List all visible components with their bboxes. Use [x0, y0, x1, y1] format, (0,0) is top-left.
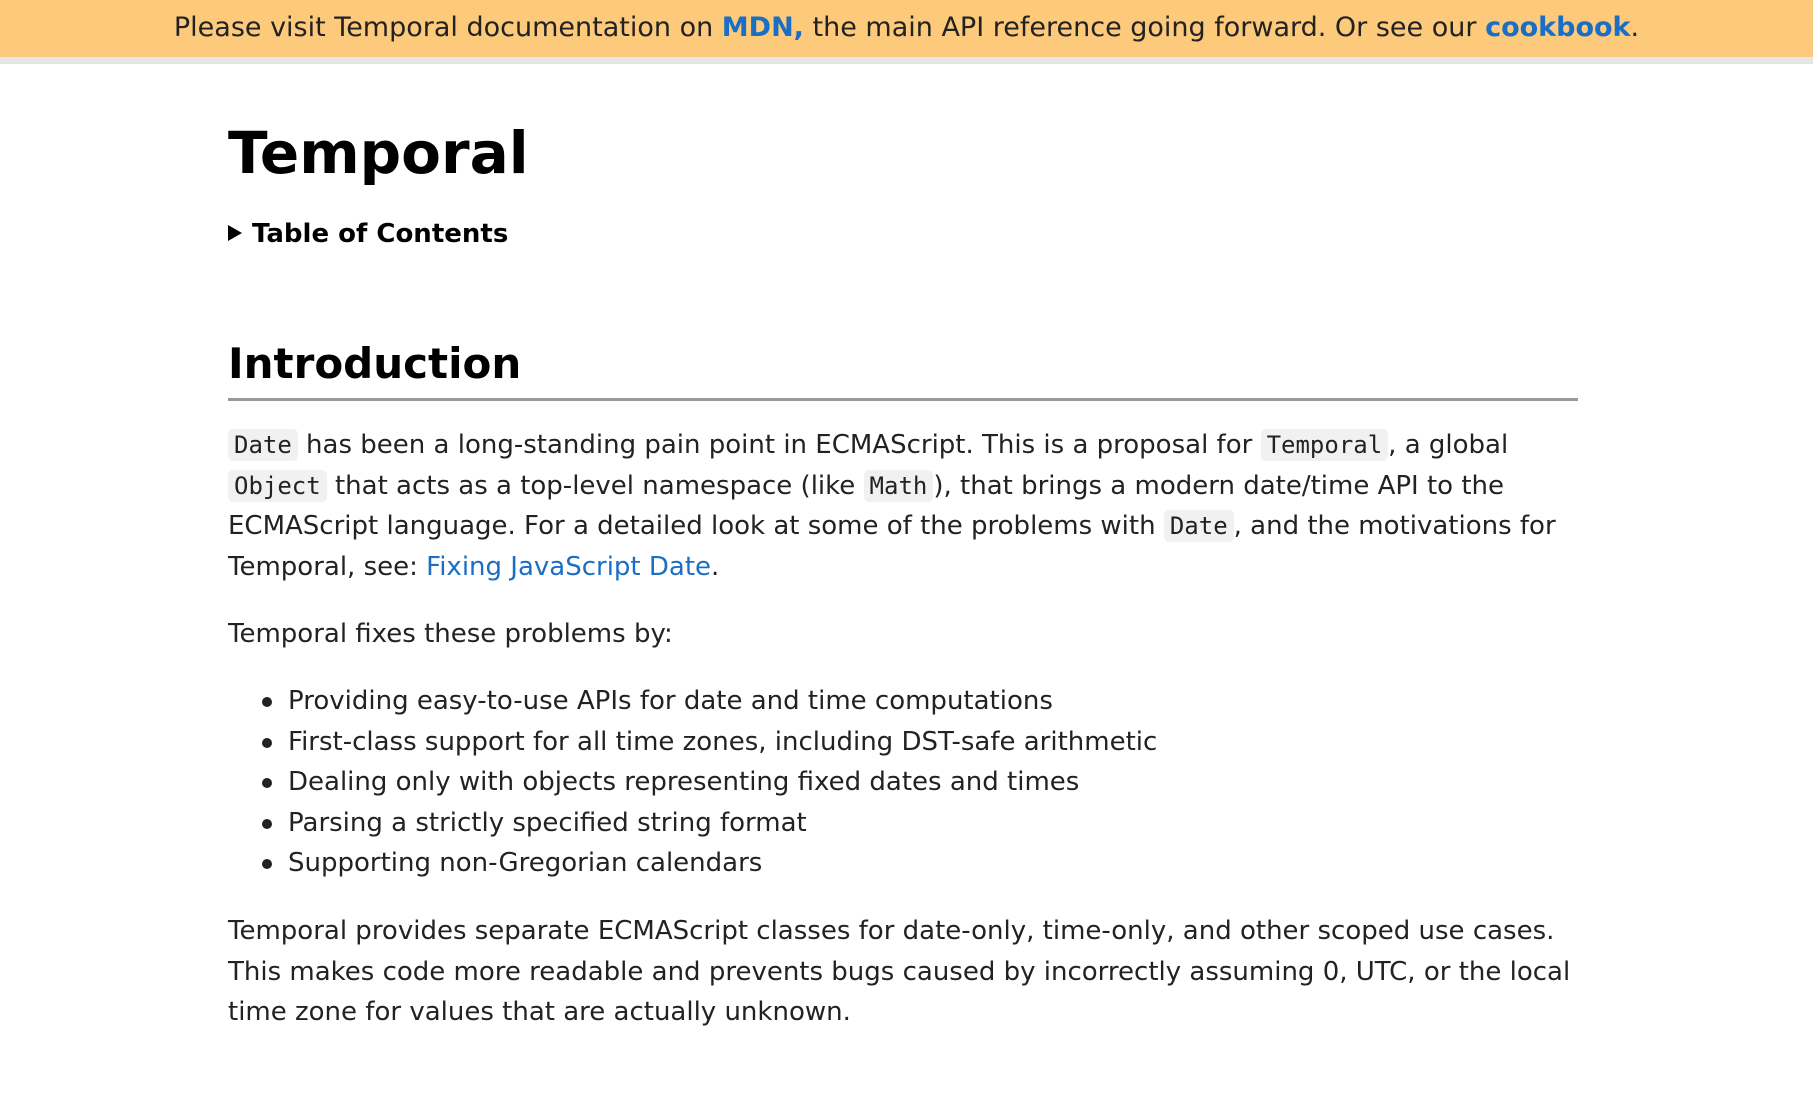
intro-text-5: , and the motivations for Temporal, see: [228, 511, 1556, 582]
banner-text-after: . [1630, 12, 1640, 43]
page-title: Temporal [228, 119, 529, 187]
list-item: First-class support for all time zones, including DST-safe arithmetic [228, 722, 1157, 763]
intro-paragraph [228, 425, 1578, 587]
cookbook-link[interactable]: cookbook [1485, 12, 1631, 43]
list-item: Parsing a strictly specified string format [228, 803, 1157, 844]
introduction-heading: Introduction [228, 336, 1578, 401]
intro-text-4: ), that brings a modern date/time API to the ECMAScript language. For a detailed look at some of the problems with [228, 470, 1505, 541]
features-list [228, 681, 1157, 884]
code-temporal: Temporal [1261, 429, 1389, 461]
mdn-link[interactable]: MDN, [721, 12, 804, 43]
notice-banner [0, 0, 1813, 64]
intro-text-3: that acts as a top-level namespace (like [326, 470, 864, 501]
classes-paragraph: Temporal provides separate ECMAScript classes for date-only, time-only, and other scoped use cases. This makes code more readable and prevents bugs caused by incorrectly assuming 0, UTC, or the local time zone for values that are actually unknown. [228, 916, 1571, 1027]
list-item: Supporting non-Gregorian calendars [228, 843, 1157, 884]
fixes-intro-paragraph: Temporal fixes these problems by: [228, 619, 673, 649]
intro-text-2: , a global [1388, 430, 1509, 460]
code-date: Date [228, 429, 298, 461]
banner-text-before: Please visit Temporal documentation on [173, 12, 722, 43]
table-of-contents-toggle[interactable] [228, 216, 508, 252]
code-math: Math [864, 470, 934, 502]
code-object: Object [228, 470, 327, 502]
banner-text-middle: the main API reference going forward. Or see our [803, 12, 1486, 43]
list-item: Dealing only with objects representing fixed dates and times [228, 762, 1157, 803]
toc-label: Table of Contents [252, 219, 509, 249]
disclosure-triangle-icon [228, 225, 242, 241]
list-item: Providing easy-to-use APIs for date and time computations [228, 681, 1157, 722]
fixing-javascript-date-link[interactable]: Fixing JavaScript Date [426, 551, 712, 582]
intro-text-1: has been a long-standing pain point in ECMAScript. This is a proposal for [297, 430, 1261, 460]
intro-text-6: . [711, 551, 720, 582]
code-date-2: Date [1164, 510, 1234, 542]
